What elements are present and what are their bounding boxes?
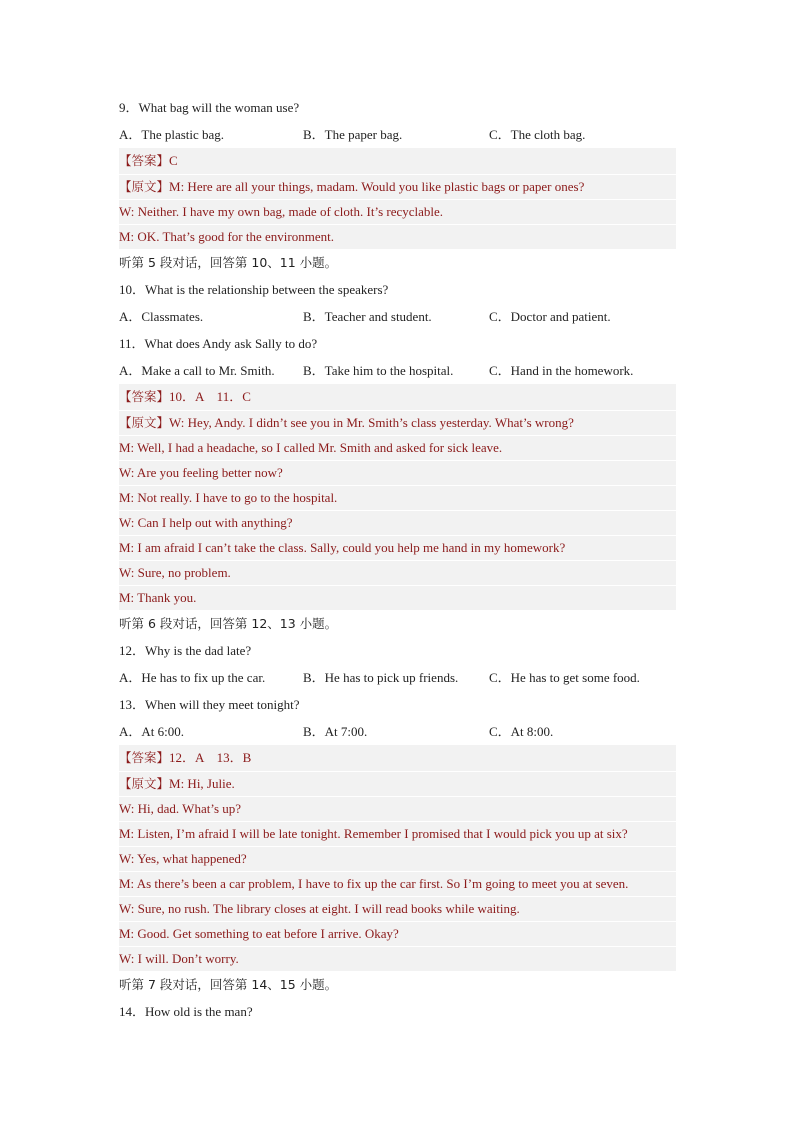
transcript-line: M: Well, I had a headache, so I called Mr. Smith and asked for sick leave. (119, 436, 676, 461)
transcript-tag: 【原文】 (119, 179, 170, 194)
option-c: C．The cloth bag. (489, 127, 586, 142)
transcript-line: 【原文】M: Here are all your things, madam. Would you like plastic bags or paper ones? (119, 175, 676, 200)
section-intro-6: 听第 6 段对话，回答第 12、13 小题。 (119, 616, 338, 631)
question-12: 12．Why is the dad late? (119, 643, 252, 658)
transcript-line: W: Sure, no rush. The library closes at eight. I will read books while waiting. (119, 897, 676, 922)
answer-value: C (169, 153, 178, 168)
answer-value: 10．A 11．C (169, 389, 251, 404)
transcript-line: M: Not really. I have to go to the hospital. (119, 486, 676, 511)
answer-block-12-13 (119, 745, 676, 971)
transcript-line: M: As there’s been a car problem, I have to fix up the car first. So I’m going to meet you at seven. (119, 872, 676, 897)
answer-tag: 【答案】 (119, 153, 170, 168)
transcript-line: M: OK. That’s good for the environment. (119, 229, 334, 244)
answer-line (119, 148, 676, 175)
option-b: B．Take him to the hospital. (303, 363, 454, 378)
answer-tag: 【答案】 (119, 750, 170, 765)
transcript-line: M: Listen, I’m afraid I will be late tonight. Remember I promised that I would pick you up at six? (119, 822, 676, 847)
option-c: C．Hand in the homework. (489, 363, 634, 378)
option-a: A．He has to fix up the car. (119, 670, 266, 685)
transcript-line: 【原文】W: Hey, Andy. I didn’t see you in Mr. Smith’s class yesterday. What’s wrong? (119, 411, 676, 436)
section-intro-5: 听第 5 段对话，回答第 10、11 小题。 (119, 255, 338, 270)
option-c: C．He has to get some food. (489, 670, 640, 685)
transcript-line: M: I am afraid I can’t take the class. Sally, could you help me hand in my homework? (119, 536, 676, 561)
option-b: B．Teacher and student. (303, 309, 432, 324)
option-b: B．He has to pick up friends. (303, 670, 459, 685)
answer-line (119, 384, 676, 411)
option-b: B．The paper bag. (303, 127, 403, 142)
transcript-line: M: Thank you. (119, 590, 197, 605)
transcript-tag: 【原文】 (119, 776, 170, 791)
transcript-line: W: Are you feeling better now? (119, 461, 676, 486)
options-11 (119, 357, 676, 384)
transcript-line: W: I will. Don’t worry. (119, 951, 239, 966)
transcript-line: W: Neither. I have my own bag, made of cloth. It’s recyclable. (119, 200, 676, 225)
transcript-line: W: Hi, dad. What’s up? (119, 797, 676, 822)
question-10: 10．What is the relationship between the speakers? (119, 282, 389, 297)
answer-tag: 【答案】 (119, 389, 170, 404)
option-c: C．Doctor and patient. (489, 309, 611, 324)
answer-block-10-11 (119, 384, 676, 610)
transcript-line: W: Can I help out with anything? (119, 511, 676, 536)
transcript-line: 【原文】M: Hi, Julie. (119, 772, 676, 797)
answer-block-9 (119, 148, 676, 249)
options-10 (119, 303, 676, 330)
option-c: C．At 8:00. (489, 724, 554, 739)
page-content (119, 94, 676, 1025)
section-intro-7: 听第 7 段对话，回答第 14、15 小题。 (119, 977, 338, 992)
transcript-line: W: Sure, no problem. (119, 561, 676, 586)
option-a: A．Make a call to Mr. Smith. (119, 363, 275, 378)
option-a: A．The plastic bag. (119, 127, 225, 142)
options-9 (119, 121, 676, 148)
question-11: 11．What does Andy ask Sally to do? (119, 336, 318, 351)
transcript-tag: 【原文】 (119, 415, 170, 430)
answer-line (119, 745, 676, 772)
options-12 (119, 664, 676, 691)
option-b: B．At 7:00. (303, 724, 368, 739)
transcript-line: M: Good. Get something to eat before I arrive. Okay? (119, 922, 676, 947)
option-a: A．Classmates. (119, 309, 204, 324)
question-9: 9．What bag will the woman use? (119, 100, 300, 115)
question-14: 14．How old is the man? (119, 1004, 253, 1019)
transcript-line: W: Yes, what happened? (119, 847, 676, 872)
options-13 (119, 718, 676, 745)
option-a: A．At 6:00. (119, 724, 185, 739)
question-13: 13．When will they meet tonight? (119, 697, 300, 712)
answer-value: 12．A 13．B (169, 750, 252, 765)
